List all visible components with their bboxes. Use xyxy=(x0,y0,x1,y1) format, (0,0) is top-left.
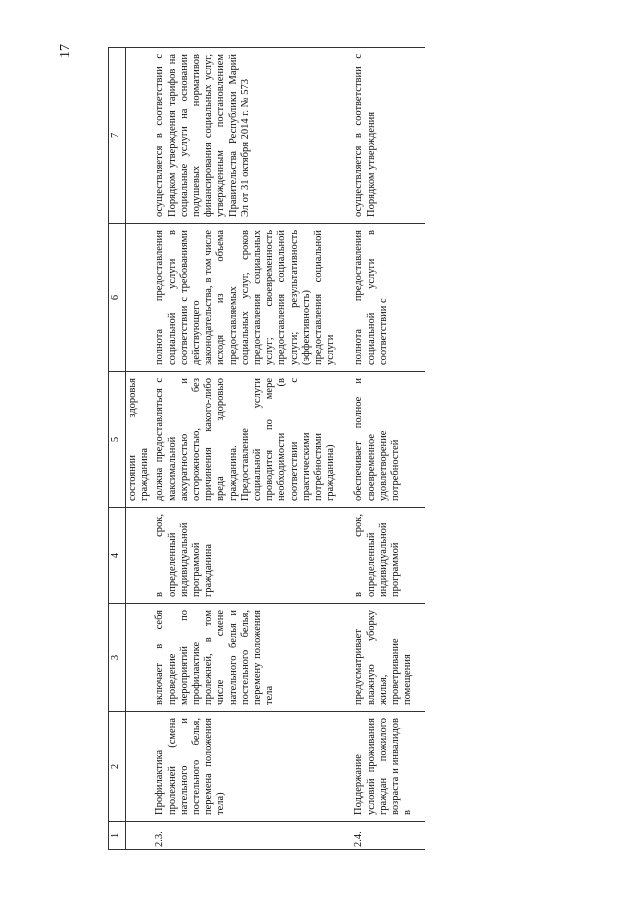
table-header-row xyxy=(109,48,126,850)
header-col-2: 2 xyxy=(109,712,126,822)
header-col-3: 3 xyxy=(109,604,126,712)
service-content: предусматривает влажную уборку жилья, проветривание помещения xyxy=(352,604,425,712)
service-content: включает в себя проведение мероприятий по профилактике пролежней, в том числе смене нательного белья и постельного белья, перемену положения тела xyxy=(153,604,352,712)
table-row xyxy=(153,48,352,850)
continuation-row xyxy=(126,48,154,850)
service-norm: должна предоставляться с максимальной аккуратностью и осторожностью, без причинения какого-либо вреда здоровью гражданина. Предоставление социальной услуги проводится по мере необходимости (в соответствии с практическими потребностями гражданина) xyxy=(153,372,352,508)
service-norm: обеспечивает полное и своевременное удовлетворение потребностей xyxy=(352,372,425,508)
service-term: в срок, определенный индивидуальной программой xyxy=(352,508,425,604)
header-col-1: 1 xyxy=(109,822,126,850)
table-row xyxy=(352,48,425,850)
service-term: в срок, определенный индивидуальной программой гражданина xyxy=(153,508,352,604)
service-name: Поддержание условий проживания граждан пожилого возраста и инвалидов в xyxy=(352,712,425,822)
header-col-4: 4 xyxy=(109,508,126,604)
row-number: 2.3. xyxy=(153,822,352,850)
quality-indicators: полнота предоставления социальной услуги в соответствии с требованиями действующего законодательства, в том числе исходя из объема предоставляемых социальных услуг, сроков предоставления социальных услуг; своевременность предоставления социальной услуги; результативность (эффективность) предоставления социальной услуги xyxy=(153,224,352,372)
rotated-table-container xyxy=(108,48,556,850)
header-col-6: 6 xyxy=(109,224,126,372)
payment-conditions: осуществляется в соответствии с Порядком утверждения xyxy=(352,48,425,224)
payment-conditions: осуществляется в соответствии с Порядком утверждения тарифов на социальные услуги на основании подушевых нормативов финансирования социальных услуг, утвержденным постановлением Правительства Республики Марий Эл от 31 октября 2014 г. № 573 xyxy=(153,48,352,224)
page-number: 17 xyxy=(58,44,73,58)
header-col-7: 7 xyxy=(109,48,126,224)
row-number: 2.4. xyxy=(352,822,425,850)
header-col-5: 5 xyxy=(109,372,126,508)
quality-indicators: полнота предоставления социальной услуги в соответствии с xyxy=(352,224,425,372)
continuation-norm-text: состоянии здоровья гражданина xyxy=(126,372,154,508)
services-table xyxy=(108,47,425,850)
service-name: Профилактика пролежней (смена нательного и постельного белья, перемена положения тела) xyxy=(153,712,352,822)
